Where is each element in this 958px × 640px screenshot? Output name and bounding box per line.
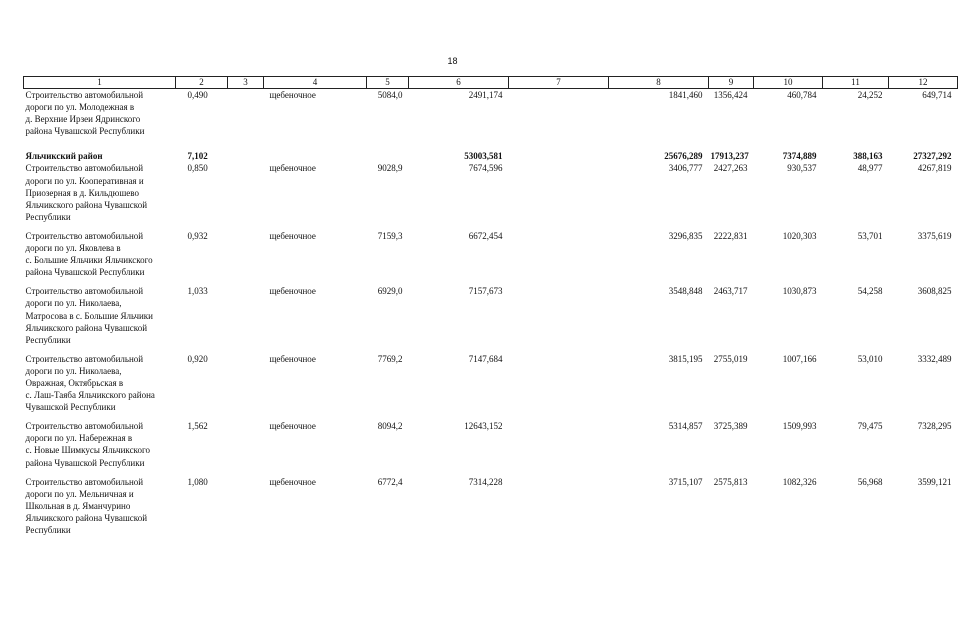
object-name-line: дороги по ул. Мельничная и — [25, 488, 134, 499]
cell-col-2: 0,490 — [187, 90, 208, 100]
cell-col-7 — [509, 141, 609, 162]
object-name-line: района Чувашской Республики — [25, 457, 145, 468]
table-row — [24, 285, 958, 345]
cell-col-9: 17913,237 — [710, 151, 749, 162]
object-name-line: Строительство автомобильной — [25, 90, 144, 100]
cell-col-4: щебеночное — [269, 286, 316, 297]
cell-col-8: 3548,848 — [668, 286, 703, 297]
object-name-line: с. Большие Яльчики Яльчикского — [25, 255, 153, 266]
row-gap — [24, 278, 958, 285]
cell-col-5: 5084,0 — [377, 90, 403, 100]
object-name-line: д. Верхние Ирзеи Ядринского — [25, 114, 141, 125]
cell-col-7 — [509, 476, 609, 536]
cell-col-11: 56,968 — [857, 476, 883, 487]
cell-col-6: 2491,174 — [468, 90, 503, 100]
cell-col-5: 9028,9 — [377, 163, 403, 174]
object-name-line: Строительство автомобильной — [25, 421, 144, 432]
object-name-line: Чувашской Республики — [25, 402, 116, 413]
cell-col-11: 388,163 — [853, 151, 883, 162]
cell-col-10: 1509,993 — [782, 421, 817, 432]
cell-col-7 — [509, 285, 609, 345]
table-row — [24, 420, 958, 468]
cell-col-10: 460,784 — [787, 90, 817, 100]
object-name-line: Строительство автомобильной — [25, 476, 144, 487]
cell-col-11: 54,258 — [857, 286, 883, 297]
column-number: 4 — [264, 77, 367, 89]
cell-col-8: 3296,835 — [668, 230, 703, 241]
row-gap — [24, 346, 958, 353]
cell-col-12: 7328,295 — [917, 421, 952, 432]
object-name — [24, 285, 176, 345]
cell-col-5: 7159,3 — [377, 230, 403, 241]
cell-col-9: 1356,424 — [713, 90, 748, 100]
cell-col-7 — [509, 420, 609, 468]
object-name-line: Яльчикского района Чувашской — [25, 322, 148, 333]
object-name-line: района Чувашской Республики — [25, 267, 145, 278]
page-number: 18 — [447, 56, 458, 66]
table-body — [24, 89, 958, 544]
cell-col-2: 1,562 — [187, 421, 208, 432]
cell-col-4: щебеночное — [269, 230, 316, 241]
column-number: 2 — [176, 77, 228, 89]
object-name-line: Строительство автомобильной — [25, 286, 144, 297]
cell-col-10: 1030,873 — [782, 286, 817, 297]
cell-col-8: 1841,460 — [668, 90, 703, 100]
object-name-line: Овражная, Октябрьская в — [25, 377, 124, 388]
object-name — [24, 230, 176, 278]
cell-col-9: 2427,263 — [713, 163, 748, 174]
table-row — [24, 162, 958, 222]
cell-col-9: 2222,831 — [713, 230, 748, 241]
cell-col-5: 6929,0 — [377, 286, 403, 297]
object-name-line: Строительство автомобильной — [25, 230, 144, 241]
column-number-row — [24, 77, 958, 89]
cell-col-2: 0,920 — [187, 353, 208, 364]
cell-col-4: щебеночное — [269, 476, 316, 487]
financing-table — [23, 76, 958, 543]
object-name-line: Яльчикского района Чувашской — [25, 512, 148, 523]
cell-col-2: 1,033 — [187, 286, 208, 297]
table-row — [24, 476, 958, 536]
cell-col-3 — [228, 230, 264, 278]
cell-col-6: 53003,581 — [464, 151, 503, 162]
cell-col-10: 7374,889 — [782, 151, 817, 162]
column-number: 6 — [409, 77, 509, 89]
row-gap — [24, 469, 958, 476]
cell-col-12: 3599,121 — [917, 476, 952, 487]
table-row — [24, 353, 958, 413]
cell-col-10: 1007,166 — [782, 353, 817, 364]
object-name-line: Строительство автомобильной — [25, 163, 144, 174]
column-number: 10 — [754, 77, 823, 89]
cell-col-3 — [228, 141, 264, 162]
cell-col-12: 3375,619 — [917, 230, 952, 241]
cell-col-7 — [509, 162, 609, 222]
cell-col-12: 649,714 — [922, 90, 952, 100]
cell-col-3 — [228, 353, 264, 413]
object-name — [24, 420, 176, 468]
column-number: 8 — [609, 77, 709, 89]
object-name — [24, 89, 176, 138]
cell-col-2: 0,850 — [187, 163, 208, 174]
cell-col-11: 53,701 — [857, 230, 883, 241]
cell-col-12: 3332,489 — [917, 353, 952, 364]
cell-col-11: 48,977 — [857, 163, 883, 174]
cell-col-4: щебеночное — [269, 421, 316, 432]
object-name — [24, 162, 176, 222]
object-name-line: дороги по ул. Набережная в — [25, 433, 133, 444]
cell-col-12: 4267,819 — [917, 163, 952, 174]
cell-col-3 — [228, 476, 264, 536]
district-row — [24, 141, 958, 162]
object-name-line: дороги по ул. Яковлева в — [25, 243, 121, 254]
cell-col-10: 930,537 — [787, 163, 817, 174]
district-name — [24, 141, 176, 162]
cell-col-2: 1,080 — [187, 476, 208, 487]
cell-col-5 — [367, 141, 409, 162]
cell-col-11: 79,475 — [857, 421, 883, 432]
object-name-line: Строительство автомобильной — [25, 353, 144, 364]
row-gap — [24, 223, 958, 230]
table-row — [24, 89, 958, 138]
cell-col-7 — [509, 230, 609, 278]
row-gap — [24, 413, 958, 420]
column-number: 3 — [228, 77, 264, 89]
cell-col-9: 3725,389 — [713, 421, 748, 432]
cell-col-7 — [509, 89, 609, 138]
cell-col-9: 2463,717 — [713, 286, 748, 297]
column-number: 9 — [709, 77, 754, 89]
cell-col-11: 53,010 — [857, 353, 883, 364]
row-gap — [24, 536, 958, 543]
cell-col-3 — [228, 420, 264, 468]
cell-col-7 — [509, 353, 609, 413]
object-name-line: дороги по ул. Кооперативная и — [25, 175, 144, 186]
object-name-line: Яльчикского района Чувашской — [25, 199, 148, 210]
cell-col-5: 8094,2 — [377, 421, 403, 432]
cell-col-6: 7147,684 — [468, 353, 503, 364]
object-name-line: дороги по ул. Николаева, — [25, 365, 122, 376]
cell-col-2: 0,932 — [187, 230, 208, 241]
cell-col-10: 1020,303 — [782, 230, 817, 241]
column-number: 1 — [24, 77, 176, 89]
object-name-line: Республики — [25, 334, 71, 345]
cell-col-12: 3608,825 — [917, 286, 952, 297]
object-name-line: Приозерная в д. Кильдюшево — [25, 187, 139, 198]
object-name-line: Республики — [25, 525, 71, 535]
object-name — [24, 476, 176, 536]
column-number: 7 — [509, 77, 609, 89]
cell-col-4: щебеночное — [269, 90, 316, 100]
object-name-line: Республики — [25, 211, 71, 222]
column-number: 11 — [823, 77, 889, 89]
cell-col-6: 7674,596 — [468, 163, 503, 174]
column-number: 5 — [367, 77, 409, 89]
cell-col-3 — [228, 285, 264, 345]
cell-col-6: 7314,228 — [468, 476, 503, 487]
object-name-line: с. Новые Шимкусы Яльчикского — [25, 445, 150, 456]
cell-col-11: 24,252 — [857, 90, 883, 100]
object-name-line: района Чувашской Республики — [25, 126, 145, 137]
cell-col-6: 12643,152 — [464, 421, 503, 432]
cell-col-5: 7769,2 — [377, 353, 403, 364]
object-name-line: Матросова в с. Большие Яльчики — [25, 310, 153, 321]
cell-col-10: 1082,326 — [782, 476, 817, 487]
object-name-line: Яльчикский район — [25, 151, 103, 162]
cell-col-6: 6672,454 — [468, 230, 503, 241]
cell-col-4 — [264, 141, 367, 162]
cell-col-8: 3815,195 — [668, 353, 703, 364]
cell-col-5: 6772,4 — [377, 476, 403, 487]
cell-col-9: 2575,813 — [713, 476, 748, 487]
cell-col-8: 3406,777 — [668, 163, 703, 174]
cell-col-8: 5314,857 — [668, 421, 703, 432]
cell-col-9: 2755,019 — [713, 353, 748, 364]
table-row — [24, 230, 958, 278]
cell-col-6: 7157,673 — [468, 286, 503, 297]
object-name-line: с. Лаш-Таяба Яльчикского района — [25, 390, 155, 401]
cell-col-8: 25676,289 — [664, 151, 703, 162]
column-number: 12 — [889, 77, 958, 89]
cell-col-4: щебеночное — [269, 163, 316, 174]
cell-col-2: 7,102 — [187, 151, 208, 162]
cell-col-3 — [228, 162, 264, 222]
object-name-line: дороги по ул. Николаева, — [25, 298, 122, 309]
cell-col-4: щебеночное — [269, 353, 316, 364]
cell-col-8: 3715,107 — [668, 476, 703, 487]
object-name — [24, 353, 176, 413]
cell-col-12: 27327,292 — [913, 151, 952, 162]
object-name-line: Школьная в д. Яманчурино — [25, 500, 131, 511]
cell-col-3 — [228, 89, 264, 138]
object-name-line: дороги по ул. Молодежная в — [25, 102, 135, 113]
